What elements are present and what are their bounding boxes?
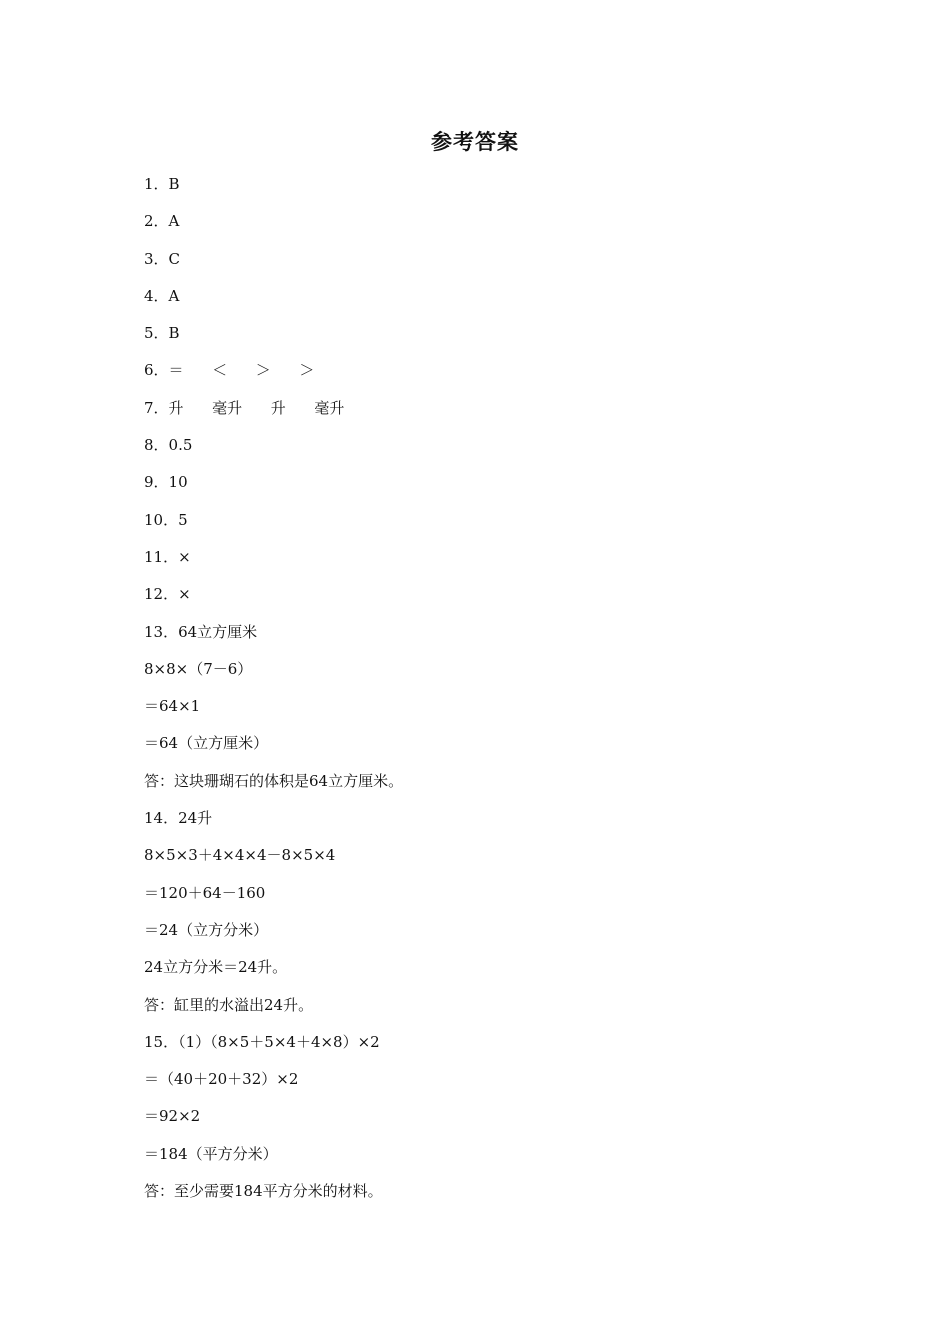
calculation-line: 8×5×3＋4×4×4－8×5×4 <box>144 846 336 865</box>
answer-line: 15．（1）（8×5＋5×4＋4×8）×2 <box>144 1032 380 1051</box>
answer-line: 2．A <box>144 212 180 231</box>
calculation-line: ＝120＋64－160 <box>144 883 266 902</box>
answer-line: 12．× <box>144 585 191 604</box>
answer-line: 1．B <box>144 175 180 193</box>
answer-line: 7．升 毫升 升 毫升 <box>144 398 345 417</box>
page-title: 参考答案 <box>431 130 519 154</box>
answer-line: 6．＝ ＜ ＞ ＞ <box>144 361 315 380</box>
answer-line: 13．64立方厘米 <box>144 622 258 641</box>
answer-list <box>144 172 844 1216</box>
answer-line: 14．24升 <box>144 809 213 828</box>
calculation-line: 8×8×（7－6） <box>144 659 253 678</box>
calculation-line: ＝92×2 <box>144 1107 201 1126</box>
answer-line: 3．C <box>144 249 181 268</box>
answer-line: 11．× <box>144 547 191 566</box>
answer-line: 4．A <box>144 286 180 305</box>
answer-line: 10．5 <box>144 510 188 529</box>
answer-line: 5．B <box>144 324 180 343</box>
answer-statement: 答：至少需要184平方分米的材料。 <box>144 1182 383 1201</box>
answer-statement: 答：缸里的水溢出24升。 <box>144 995 314 1014</box>
calculation-line: ＝184（平方分米） <box>144 1144 278 1163</box>
calculation-line: ＝24（立方分米） <box>144 920 269 939</box>
calculation-line: 24立方分米＝24升。 <box>144 958 288 977</box>
answer-line: 8．0.5 <box>144 436 193 455</box>
answer-statement: 答：这块珊瑚石的体积是64立方厘米。 <box>144 771 404 790</box>
answer-line: 9．10 <box>144 473 188 492</box>
calculation-line: ＝64（立方厘米） <box>144 734 269 753</box>
calculation-line: ＝（40＋20＋32）×2 <box>144 1070 299 1089</box>
calculation-line: ＝64×1 <box>144 697 201 716</box>
